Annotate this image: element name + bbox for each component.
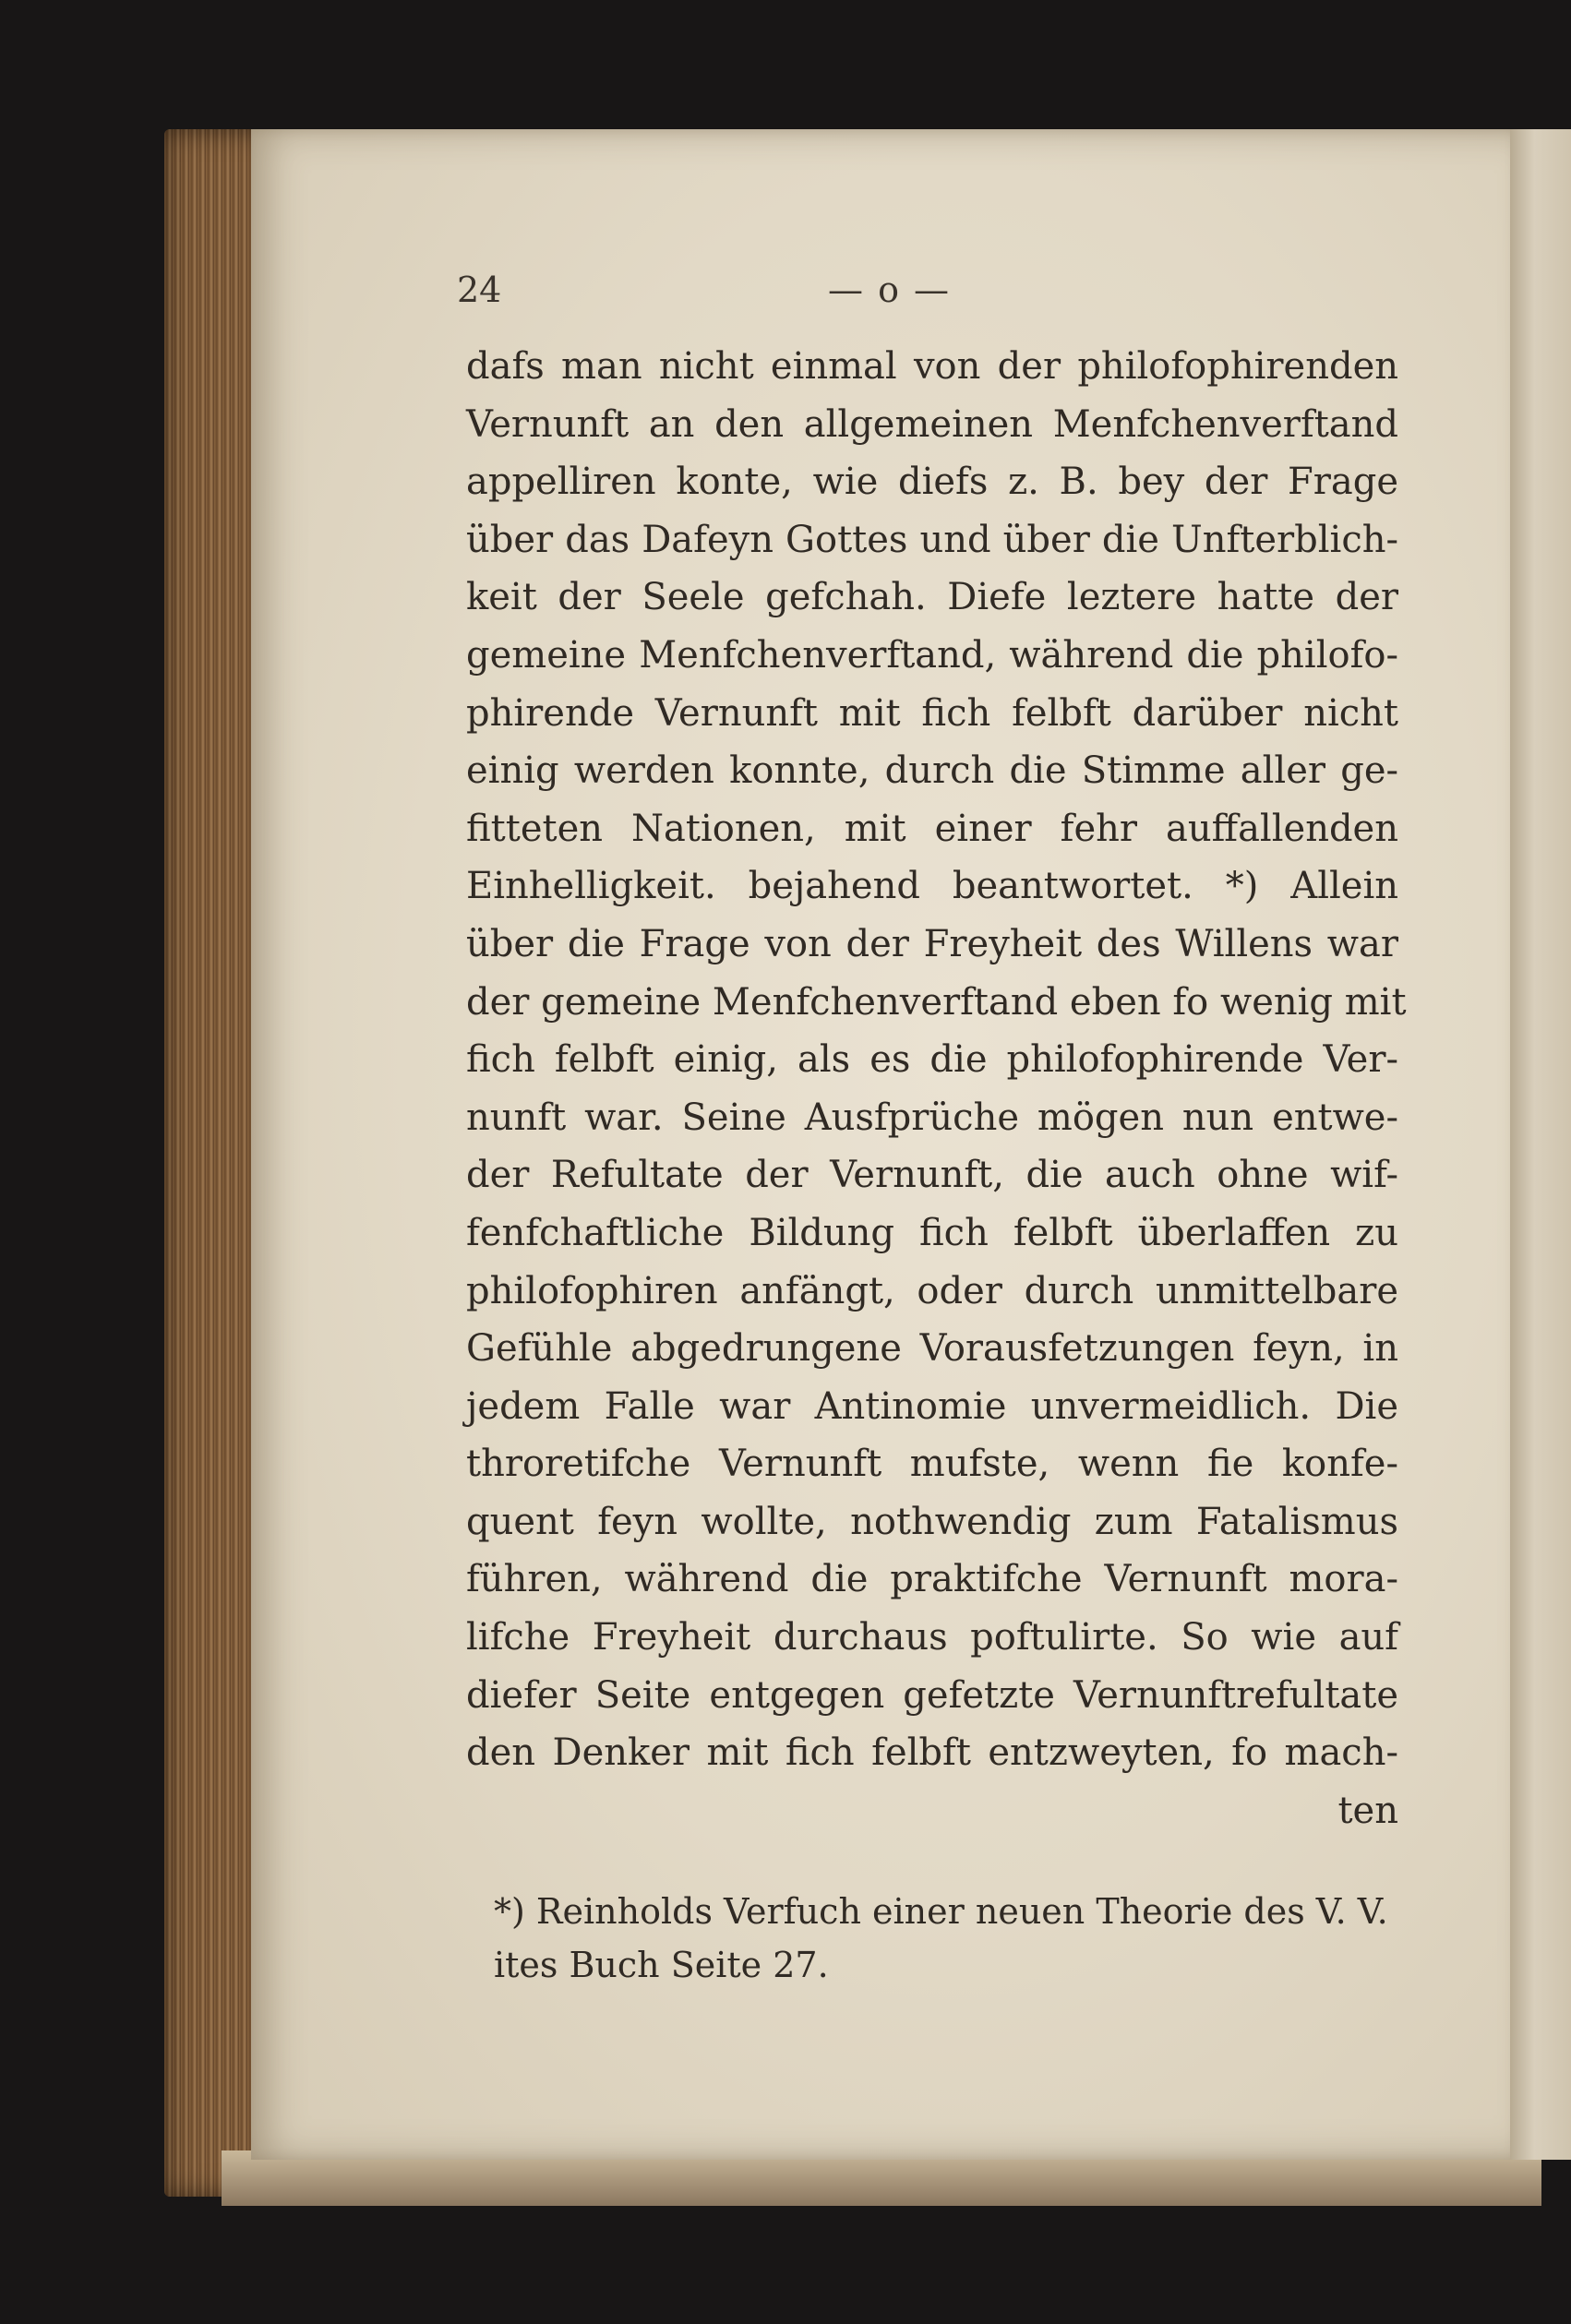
text-line: philofophiren anfängt, oder durch unmittelbare	[466, 1269, 1398, 1312]
text-line: phirende Vernunft mit fich felbft darüber nicht	[466, 691, 1398, 735]
text-line: jedem Falle war Antinomie unvermeidlich. Die	[466, 1384, 1398, 1428]
text-line: führen, während die praktifche Vernunft mora-	[466, 1558, 1398, 1601]
text-line: lifche Freyheit durchaus poftulirte. So wie auf	[466, 1616, 1398, 1659]
page-number: 24	[457, 270, 502, 310]
header-ornament: — o —	[828, 270, 952, 310]
text-line: der gemeine Menfchenverftand eben fo wenig mit	[466, 980, 1407, 1024]
text-line: über das Dafeyn Gottes und über die Unfterblich-	[466, 518, 1398, 561]
text-line: Vernunft an den allgemeinen Menfchenverftand	[466, 402, 1398, 446]
text-line: der Refultate der Vernunft, die auch ohne wif-	[466, 1154, 1398, 1197]
body-text	[466, 338, 1407, 1839]
footnote	[494, 1885, 1417, 1992]
text-line: dafs man nicht einmal von der philofophirenden	[466, 345, 1398, 388]
facing-page-edge	[1510, 129, 1571, 2160]
text-line: keit der Seele gefchah. Diefe leztere hatte der	[466, 576, 1398, 619]
text-line: Einhelligkeit. bejahend beantwortet. *) Allein	[466, 865, 1398, 908]
page-header	[457, 270, 1038, 316]
text-line: Gefühle abgedrungene Vorausfetzungen feyn, in	[466, 1327, 1398, 1371]
text-line: fich felbft einig, als es die philofophirende Ver-	[466, 1038, 1398, 1082]
text-line: über die Frage von der Freyheit des Willens war	[466, 922, 1398, 965]
text-line: fenfchaftliche Bildung fich felbft überlaffen zu	[466, 1211, 1398, 1254]
footnote-line: ites Buch Seite 27.	[494, 1945, 829, 1985]
catchword: ten	[1337, 1789, 1398, 1832]
footnote-line: *) Reinholds Verfuch einer neuen Theorie des V. V.	[494, 1891, 1388, 1932]
text-line: fitteten Nationen, mit einer fehr auffallenden	[466, 807, 1398, 850]
text-line: den Denker mit fich felbft entzweyten, fo mach-	[466, 1731, 1398, 1775]
text-line: appelliren konte, wie diefs z. B. bey der Frage	[466, 461, 1398, 504]
text-line: diefer Seite entgegen gefetzte Vernunftrefultate	[466, 1673, 1398, 1717]
text-line: nunft war. Seine Ausfprüche mögen nun entwe-	[466, 1096, 1398, 1139]
text-line: throretifche Vernunft mufste, wenn fie konfe-	[466, 1443, 1398, 1486]
text-line: einig werden konnte, durch die Stimme aller ge-	[466, 749, 1398, 793]
text-line: gemeine Menfchenverftand, während die philofo-	[466, 633, 1398, 677]
text-line: quent feyn wollte, nothwendig zum Fatalismus	[466, 1500, 1398, 1543]
